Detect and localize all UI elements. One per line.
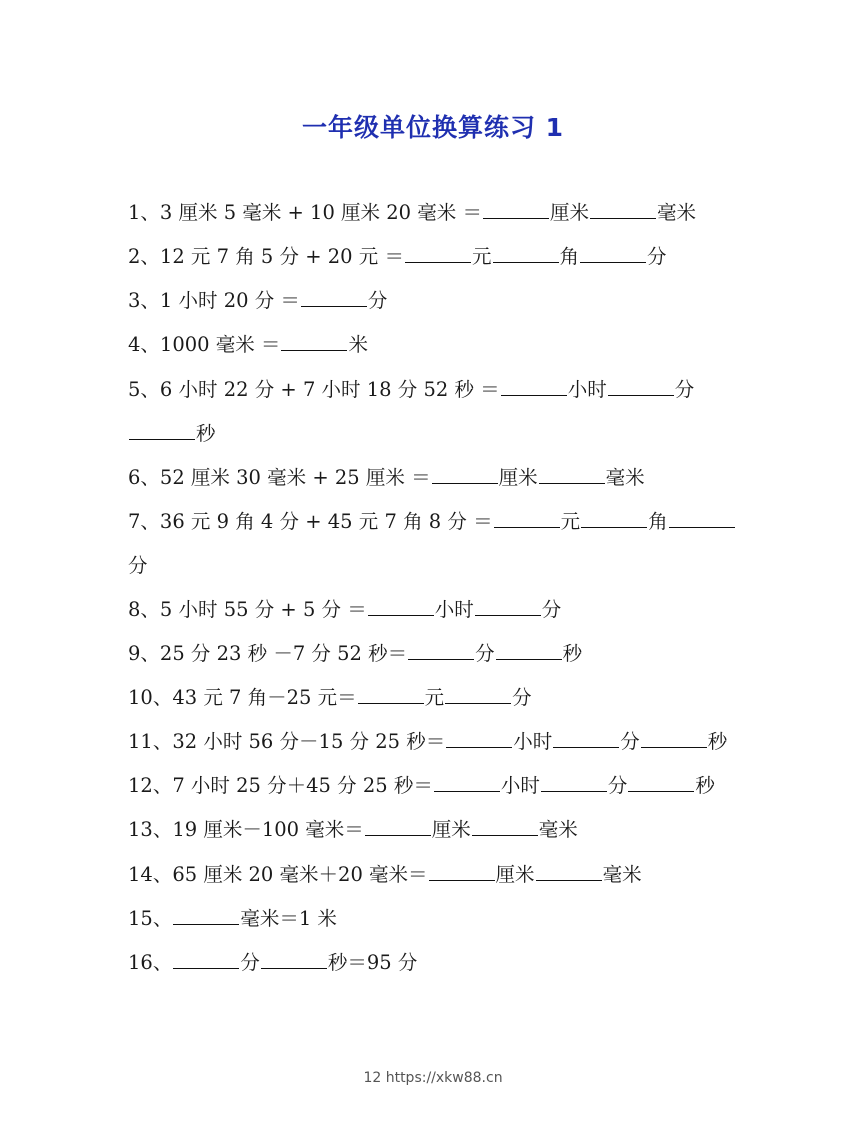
question-text: 分: [607, 774, 628, 797]
question-line: [128, 597, 561, 623]
question-line: [128, 553, 148, 579]
question-line: [128, 773, 715, 799]
answer-blank[interactable]: [301, 288, 367, 307]
question-text: 8、5 小时 55 分 + 5 分 ＝: [128, 598, 367, 621]
question-line: [128, 465, 645, 491]
answer-blank[interactable]: [580, 244, 646, 263]
question-text: 分: [647, 245, 667, 268]
question-text: 元: [424, 686, 445, 709]
answer-blank[interactable]: [472, 817, 538, 836]
question-text: 秒: [707, 730, 728, 753]
question-text: 9、25 分 23 秒 －7 分 52 秒＝: [128, 642, 408, 665]
question-text: 小时: [434, 598, 474, 621]
question-text: 秒: [562, 642, 583, 665]
answer-blank[interactable]: [429, 862, 495, 881]
answer-blank[interactable]: [405, 244, 471, 263]
answer-blank[interactable]: [408, 641, 474, 660]
question-line: [128, 288, 387, 314]
answer-blank[interactable]: [669, 509, 735, 528]
question-text: 角: [559, 245, 580, 268]
answer-blank[interactable]: [501, 377, 567, 396]
answer-blank[interactable]: [173, 950, 239, 969]
question-line: [128, 729, 727, 755]
question-text: 7、36 元 9 角 4 分 + 45 元 7 角 8 分 ＝: [128, 510, 493, 533]
question-line: [128, 200, 696, 226]
question-text: 角: [648, 510, 668, 533]
question-text: 11、32 小时 56 分－15 分 25 秒＝: [128, 730, 446, 753]
question-text: 小时: [567, 378, 607, 401]
answer-blank[interactable]: [608, 377, 674, 396]
question-text: 厘米: [495, 863, 535, 886]
question-text: 米: [348, 333, 368, 356]
question-text: 分: [674, 378, 695, 401]
question-line: [128, 377, 694, 403]
question-text: 小时: [513, 730, 553, 753]
question-line: [128, 421, 216, 447]
answer-blank[interactable]: [494, 509, 560, 528]
question-text: 13、19 厘米－100 毫米＝: [128, 818, 364, 841]
question-text: 16、: [128, 951, 173, 974]
answer-blank[interactable]: [281, 332, 347, 351]
answer-blank[interactable]: [496, 641, 562, 660]
answer-blank[interactable]: [129, 421, 195, 440]
question-text: 小时: [500, 774, 540, 797]
answer-blank[interactable]: [628, 773, 694, 792]
answer-blank[interactable]: [590, 200, 656, 219]
answer-blank[interactable]: [368, 597, 434, 616]
answer-blank[interactable]: [536, 862, 602, 881]
answer-blank[interactable]: [173, 906, 239, 925]
answer-blank[interactable]: [434, 773, 500, 792]
question-line: [128, 950, 417, 976]
question-text: 秒: [196, 422, 216, 445]
answer-blank[interactable]: [483, 200, 549, 219]
question-text: 毫米: [602, 863, 642, 886]
question-line: [128, 244, 667, 270]
answer-blank[interactable]: [432, 465, 498, 484]
answer-blank[interactable]: [641, 729, 707, 748]
question-line: [128, 509, 736, 535]
question-text: 元: [471, 245, 492, 268]
answer-blank[interactable]: [553, 729, 619, 748]
question-text: 秒: [695, 774, 715, 797]
question-text: 分: [620, 730, 640, 753]
question-text: 元: [560, 510, 581, 533]
question-line: [128, 862, 642, 888]
answer-blank[interactable]: [475, 597, 541, 616]
question-text: 分: [512, 686, 532, 709]
question-text: 毫米: [657, 201, 697, 224]
question-text: 6、52 厘米 30 毫米 + 25 厘米 ＝: [128, 466, 431, 489]
question-text: 4、1000 毫米 ＝: [128, 333, 281, 356]
question-text: 分: [541, 598, 562, 621]
question-text: 厘米: [549, 201, 589, 224]
answer-blank[interactable]: [445, 685, 511, 704]
answer-blank[interactable]: [365, 817, 431, 836]
question-text: 12、7 小时 25 分＋45 分 25 秒＝: [128, 774, 433, 797]
question-text: 14、65 厘米 20 毫米＋20 毫米＝: [128, 863, 428, 886]
question-text: 分: [367, 289, 388, 312]
question-text: 1、3 厘米 5 毫米 + 10 厘米 20 毫米 ＝: [128, 201, 482, 224]
answer-blank[interactable]: [581, 509, 647, 528]
answer-blank[interactable]: [261, 950, 327, 969]
page-footer: 12 https://xkw88.cn: [363, 1070, 503, 1086]
question-text: 毫米＝1 米: [240, 907, 337, 930]
question-text: 2、12 元 7 角 5 分 + 20 元 ＝: [128, 245, 404, 268]
answer-blank[interactable]: [493, 244, 559, 263]
answer-blank[interactable]: [539, 465, 605, 484]
answer-blank[interactable]: [358, 685, 424, 704]
question-text: 毫米: [538, 818, 578, 841]
question-text: 10、43 元 7 角－25 元＝: [128, 686, 357, 709]
question-text: 厘米: [498, 466, 538, 489]
question-text: 3、1 小时 20 分 ＝: [128, 289, 300, 312]
question-text: 分: [128, 554, 148, 577]
question-text: 厘米: [431, 818, 471, 841]
question-line: [128, 332, 368, 358]
question-text: 分: [240, 951, 260, 974]
question-line: [128, 906, 337, 932]
page-title: 一年级单位换算练习 1: [301, 113, 565, 142]
question-text: 分: [475, 642, 495, 665]
question-line: [128, 817, 578, 843]
question-text: 秒＝95 分: [327, 951, 418, 974]
answer-blank[interactable]: [446, 729, 512, 748]
question-line: [128, 685, 532, 711]
question-text: 毫米: [605, 466, 645, 489]
question-line: [128, 641, 582, 667]
answer-blank[interactable]: [541, 773, 607, 792]
question-text: 5、6 小时 22 分 + 7 小时 18 分 52 秒 ＝: [128, 378, 500, 401]
question-text: 15、: [128, 907, 173, 930]
